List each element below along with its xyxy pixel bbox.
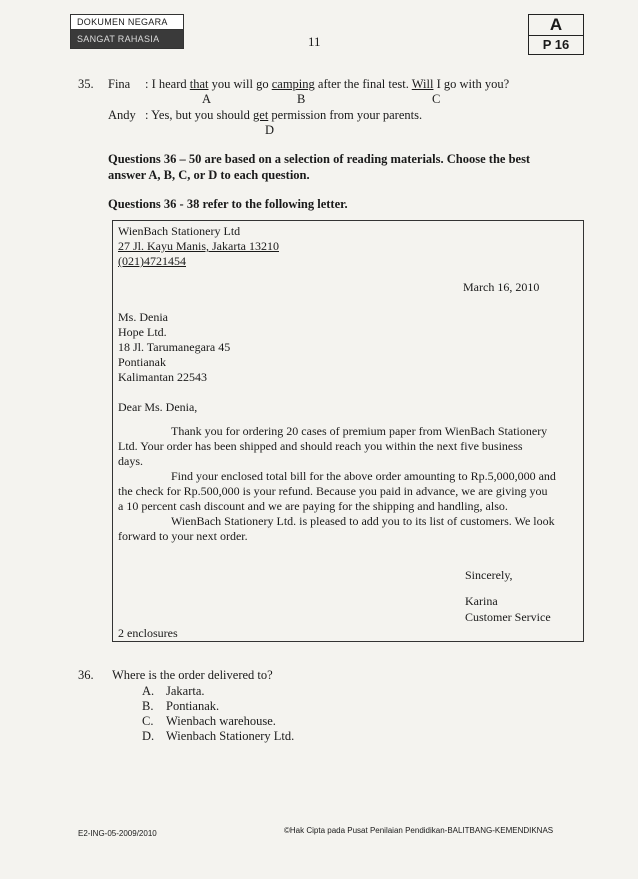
paragraph-3 bbox=[118, 514, 578, 544]
signer-title: Customer Service bbox=[465, 610, 551, 624]
q35-line2: : Yes, but you should get permission from your parents. bbox=[145, 108, 423, 122]
paragraph-line: the check for Rp.500,000 is your refund. Because you paid in advance, we are giving you bbox=[118, 484, 548, 498]
paragraph-2 bbox=[118, 469, 578, 514]
instructions-line2: answer A, B, C, or D to each question. bbox=[108, 168, 310, 182]
q36-options bbox=[142, 684, 294, 744]
recipient-line: Kalimantan 22543 bbox=[118, 370, 207, 384]
q35-label-c: C bbox=[432, 92, 441, 106]
recipient-block bbox=[118, 310, 230, 385]
q35-option-c-word: Will bbox=[411, 77, 434, 91]
q36-option-d[interactable]: D. Wienbach Stationery Ltd. bbox=[142, 729, 295, 743]
letter-date: March 16, 2010 bbox=[463, 280, 540, 294]
q36-option-a[interactable]: A. Jakarta. bbox=[142, 684, 205, 698]
q35-label-b: B bbox=[297, 92, 306, 106]
q35-option-a-word: that bbox=[189, 77, 209, 91]
paragraph-line: WienBach Stationery Ltd. is pleased to add you to its list of customers. We look bbox=[171, 514, 555, 528]
classification-top: DOKUMEN NEGARA bbox=[71, 15, 183, 30]
letter-address: 27 Jl. Kayu Manis, Jakarta 13210 bbox=[118, 239, 279, 253]
exam-code-box bbox=[528, 14, 584, 55]
paragraph-line: a 10 percent cash discount and we are paying for the shipping and handling, also. bbox=[118, 499, 508, 513]
q35-label-a: A bbox=[202, 92, 212, 106]
q35-number: 35. bbox=[78, 77, 94, 91]
code-letter: A bbox=[529, 15, 583, 36]
q36-number: 36. bbox=[78, 668, 94, 682]
classification-bottom: SANGAT RAHASIA bbox=[71, 30, 183, 48]
recipient-line: 18 Jl. Tarumanegara 45 bbox=[118, 340, 231, 354]
q35-label-d: D bbox=[265, 123, 275, 137]
footer-copyright: ©Hak Cipta pada Pusat Penilaian Pendidikan-BALITBANG-KEMENDIKNAS bbox=[284, 826, 554, 835]
letter-closing: Sincerely, bbox=[465, 568, 513, 582]
letter-box bbox=[112, 220, 584, 642]
instructions-sub: Questions 36 - 38 refer to the following letter. bbox=[108, 197, 348, 211]
letter-salutation: Dear Ms. Denia, bbox=[118, 400, 198, 414]
q36-option-b[interactable]: B. Pontianak. bbox=[142, 699, 220, 713]
q35-speaker1: Fina bbox=[108, 77, 131, 91]
signer-name: Karina bbox=[465, 594, 498, 608]
paragraph-line: forward to your next order. bbox=[118, 529, 248, 543]
paragraph-line: Thank you for ordering 20 cases of premium paper from WienBach Stationery bbox=[171, 424, 548, 438]
page-number: 11 bbox=[308, 34, 321, 49]
classification-box bbox=[70, 14, 184, 49]
paragraph-line: Ltd. Your order has been shipped and should reach you within the next five business bbox=[118, 439, 523, 453]
recipient-line: Hope Ltd. bbox=[118, 325, 167, 339]
letter-company: WienBach Stationery Ltd bbox=[118, 224, 241, 238]
q36-option-c[interactable]: C. Wienbach warehouse. bbox=[142, 714, 276, 728]
q35-line1: : I heard that you will go camping after the final test. Will I go with you? bbox=[145, 77, 510, 91]
paragraph-line: days. bbox=[118, 454, 143, 468]
instructions-line1: Questions 36 – 50 are based on a selection of reading materials. Choose the best bbox=[108, 152, 531, 166]
letter-phone: (021)4721454 bbox=[118, 254, 186, 268]
letter-enclosures: 2 enclosures bbox=[118, 626, 178, 640]
code-packet: P 16 bbox=[542, 37, 570, 52]
q35-option-b-word: camping bbox=[271, 77, 315, 91]
footer-doc-code: E2-ING-05-2009/2010 bbox=[78, 829, 157, 838]
q36-question: Where is the order delivered to? bbox=[112, 668, 273, 682]
recipient-line: Ms. Denia bbox=[118, 310, 168, 324]
recipient-line: Pontianak bbox=[118, 355, 166, 369]
paragraph-1 bbox=[118, 424, 578, 469]
q35-option-d-word: get bbox=[253, 108, 269, 122]
paragraph-line: Find your enclosed total bill for the above order amounting to Rp.5,000,000 and bbox=[171, 469, 556, 483]
q35-speaker2: Andy bbox=[108, 108, 136, 122]
